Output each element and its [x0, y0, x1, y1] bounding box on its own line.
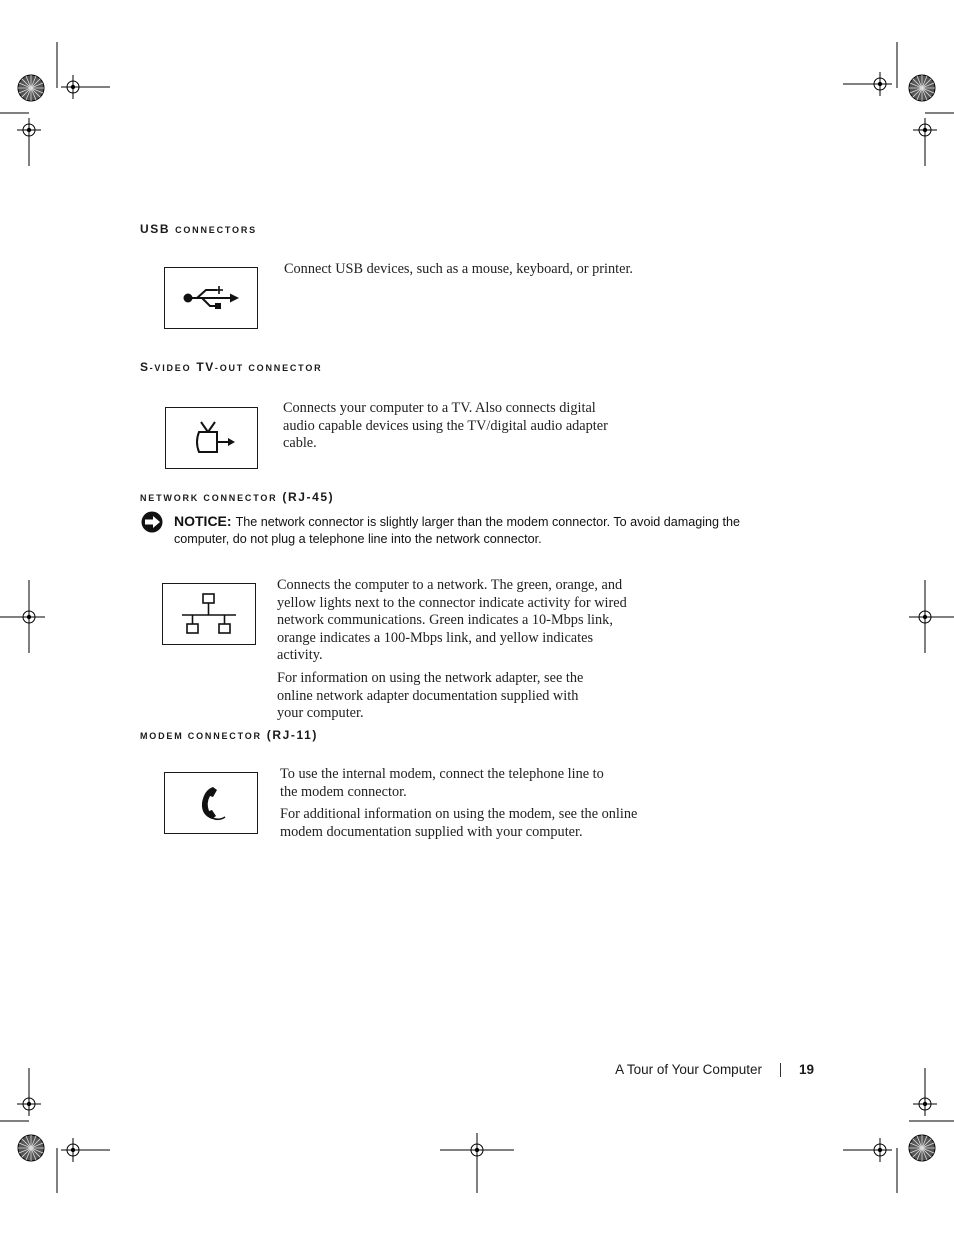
svideo-heading-d: -OUT CONNECTOR	[214, 363, 323, 373]
modem-description	[280, 766, 640, 846]
svideo-description-text: Connects your computer to a TV. Also connects digital audio capable devices using the TV/digital audio adapter cable.	[283, 400, 608, 452]
notice-icon	[140, 511, 166, 533]
modem-description-text-2: For additional information on using the modem, see the online modem documentation supplied with your computer.	[280, 806, 638, 840]
svideo-icon-box	[165, 407, 258, 469]
modem-icon-box	[164, 772, 258, 834]
network-heading-sub: NETWORK CONNECTOR	[140, 493, 278, 503]
svideo-description	[283, 400, 613, 458]
network-description-text-1: Connects the computer to a network. The green, orange, and yellow lights next to the connector indicate activity for wired network communications. Green indicates a 10-Mbps link, orange indicates a 100-Mbps link, and yellow indicates activity.	[277, 577, 627, 664]
page-footer	[615, 1062, 814, 1077]
modem-description-text-1: To use the internal modem, connect the telephone line to the modem connector.	[280, 766, 604, 800]
usb-description-text: Connect USB devices, such as a mouse, keyboard, or printer.	[284, 261, 634, 277]
usb-heading-main: USB	[140, 222, 171, 236]
notice-text: The network connector is slightly larger than the modem connector. To avoid damaging the computer, do not plug a telephone line into the network connector.	[174, 515, 741, 546]
network-icon-box	[162, 583, 256, 645]
notice-block	[174, 513, 774, 548]
notice-label: NOTICE:	[174, 513, 232, 529]
tv-icon	[187, 418, 237, 458]
modem-heading-main: (RJ-11)	[261, 728, 318, 742]
svideo-heading-a: S	[140, 360, 150, 374]
modem-heading	[140, 728, 318, 742]
usb-icon	[179, 280, 243, 316]
svideo-heading-c: TV	[191, 360, 215, 374]
network-description	[277, 577, 633, 728]
phone-icon	[191, 783, 231, 823]
network-heading-main: (RJ-45)	[277, 490, 335, 504]
usb-description	[284, 261, 644, 284]
svideo-heading-b: -VIDEO	[149, 363, 192, 373]
network-description-text-2: For information on using the network adapter, see the online network adapter documentation supplied with your computer.	[277, 669, 584, 722]
modem-heading-sub: MODEM CONNECTOR	[140, 731, 262, 741]
network-heading	[140, 490, 334, 504]
svideo-heading	[140, 360, 322, 374]
usb-icon-box	[164, 267, 258, 329]
usb-heading	[140, 222, 257, 236]
network-icon	[179, 591, 239, 637]
footer-chapter: A Tour of Your Computer	[615, 1062, 762, 1077]
page-number: 19	[798, 1062, 814, 1077]
usb-heading-sub: CONNECTORS	[175, 225, 257, 235]
footer-separator	[780, 1063, 781, 1077]
